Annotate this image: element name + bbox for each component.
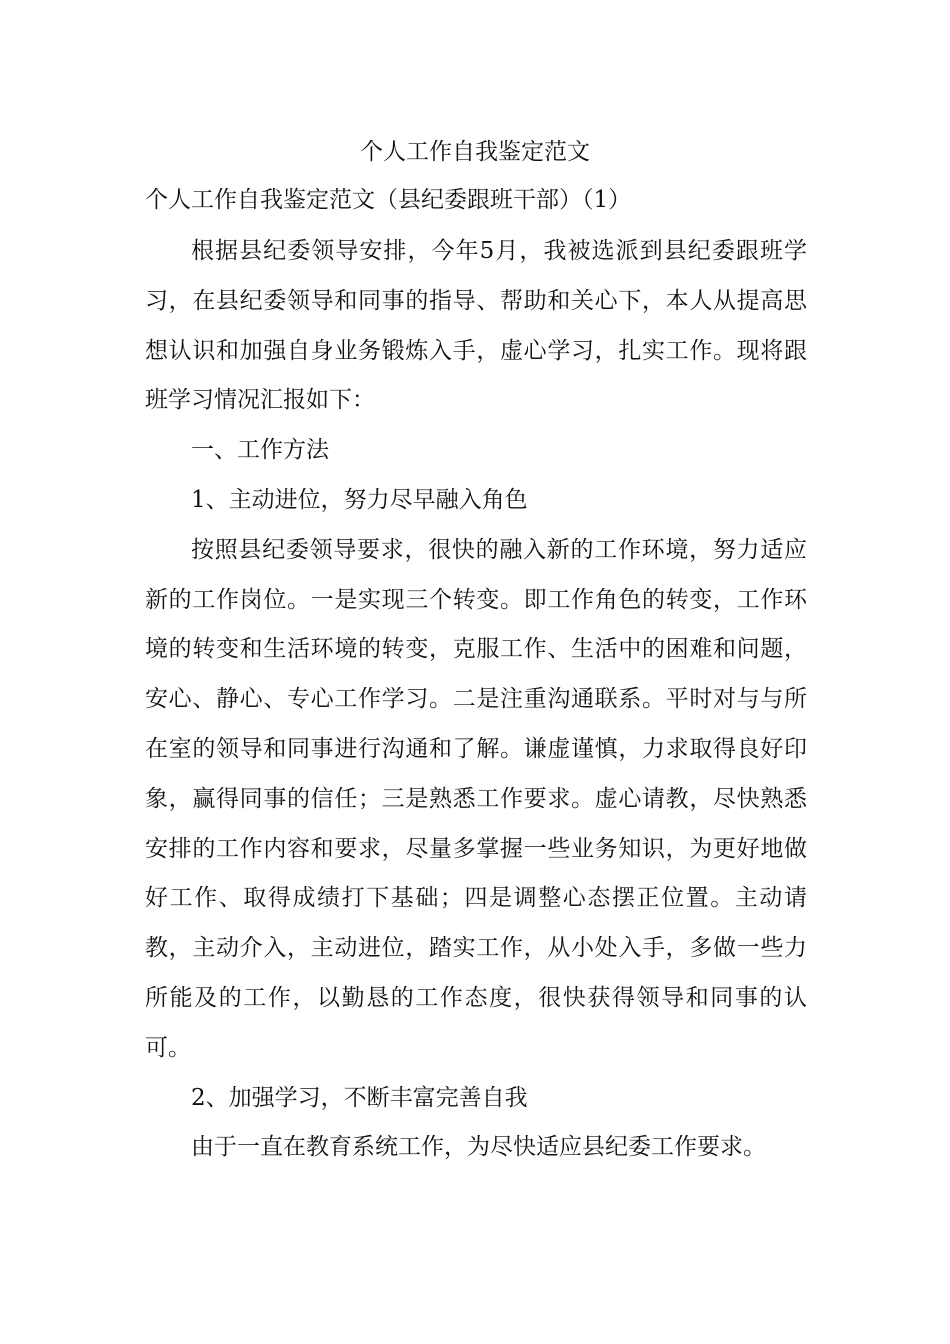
subsection-heading-1: 1、主动进位，努力尽早融入角色 [191,486,528,513]
document-title: 个人工作自我鉴定范文 [360,139,590,165]
subsection-heading-2: 2、加强学习，不断丰富完善自我 [191,1084,528,1111]
paragraph-study-start: 由于一直在教育系统工作，为尽快适应县纪委工作要求。 [191,1134,766,1161]
paragraph-intro: 根据县纪委领导安排，今年5月，我被选派到县纪委跟班学习，在县纪委领导和同事的指导、帮助和关心下，本人从提高思想认识和加强自身业务锻炼入手，虚心学习，扎实工作。现将跟班学习情况汇报如下： [145,238,807,414]
document-subtitle: 个人工作自我鉴定范文（县纪委跟班干部）（1） [145,187,632,213]
document-body [145,227,807,1173]
paragraph-role-adaptation: 按照县纪委领导要求，很快的融入新的工作环境，努力适应新的工作岗位。一是实现三个转变。即工作角色的转变，工作环境的转变和生活环境的转变，克服工作、生活中的困难和问题，安心、静心、专心工作学习。二是注重沟通联系。平时对与与所在室的领导和同事进行沟通和了解。谦虚谨慎，力求取得良好印象，赢得同事的信任；三是熟悉工作要求。虚心请教，尽快熟悉安排的工作内容和要求，尽量多掌握一些业务知识，为更好地做好工作、取得成绩打下基础；四是调整心态摆正位置。主动请教，主动介入，主动进位，踏实工作，从小处入手，多做一些力所能及的工作，以勤恳的工作态度，很快获得领导和同事的认可。 [145,536,807,1061]
section-heading-work-method: 一、工作方法 [191,437,329,464]
